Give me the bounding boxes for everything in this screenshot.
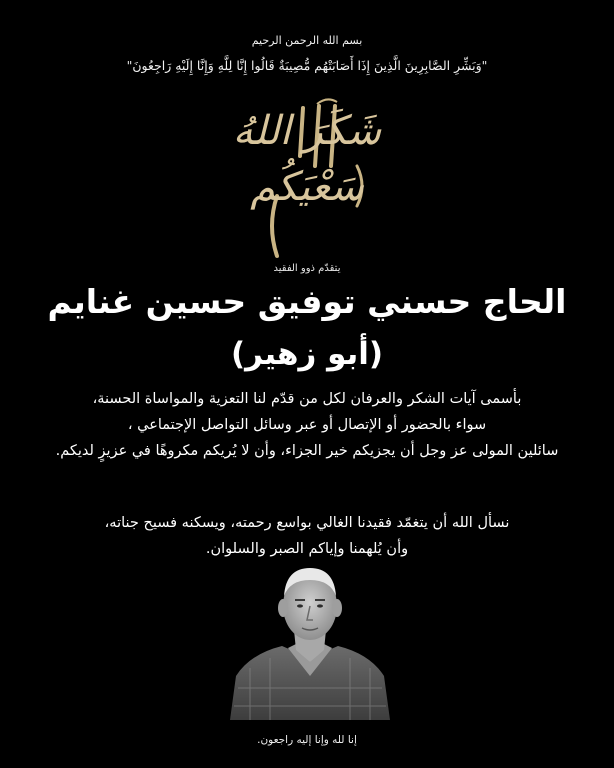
calligraphy-line-2: سَعْيَكُم (250, 164, 364, 210)
thanks-line-3: سائلين المولى عز وجل أن يجزيكم خير الجزاء، وأن لا يُريكم مكروهًا في عزيزٍ لديكم. (55, 443, 559, 459)
prayer-line-1: نسأل الله أن يتغمّد فقيدنا الغالي بواسع رحمته، ويسكنه فسيح جناته، (104, 515, 510, 531)
portrait-photo (230, 558, 390, 720)
portrait-icon (230, 558, 390, 720)
calligraphy-line-1: شَكَرَ اللهُ (232, 108, 382, 154)
prayer-line-2: وأن يُلهمنا وإياكم الصبر والسلوان. (205, 541, 409, 557)
thanks-paragraph (20, 386, 594, 464)
calligraphy-logo (207, 96, 407, 266)
thanks-line-1: بأسمى آيات الشكر والعرفان لكل من قدّم لنا التعزية والمواساة الحسنة، (92, 391, 522, 407)
thanks-line-2: سواء بالحضور أو الإتصال أو عبر وسائل التواصل الإجتماعي ، (127, 417, 487, 433)
deceased-name: الحاج حسني توفيق حسين غنايم (47, 282, 567, 321)
quran-verse: "وَبَشِّرِ الصَّابِرِينَ الَّذِينَ إِذَا أَصَابَتْهُم مُّصِيبَةٌ قَالُوا إِنَّا لِلَّهِ وَإِنَّا إِلَيْهِ رَاجِعُونَ" (126, 58, 488, 73)
deceased-nickname: (أبو زهير) (230, 336, 384, 372)
prayer-paragraph (20, 510, 594, 562)
closing-phrase: إنا لله وإنا إليه راجعون. (257, 734, 357, 746)
basmala: بسم الله الرحمن الرحيم (251, 34, 363, 47)
presenters-line: يتقدّم ذوو الفقيد (273, 263, 341, 274)
